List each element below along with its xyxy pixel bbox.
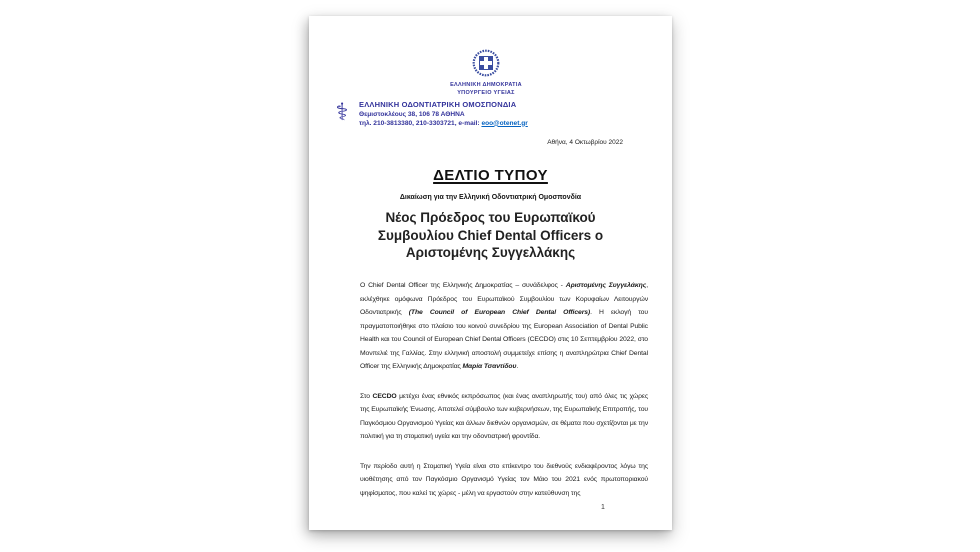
person-name-highlight: Μαρία Τσαντίδου [462, 363, 517, 370]
paragraph-segment: , εκλέχθηκε ομόφωνα Πρόεδρος του Ευρωπαϊκού Συμβουλίου των Κορυφαίων Λειτουργών Οδοντιατρικής [360, 282, 648, 316]
body-paragraph-3 [360, 460, 648, 501]
government-header [309, 49, 663, 97]
body-paragraph-1 [360, 279, 648, 374]
body-paragraph-2 [360, 390, 648, 444]
paragraph-segment: . [516, 363, 519, 370]
paragraph-segment: μετέχει ένας εθνικός εκπρόσωπος (και ένας αναπληρωτής του) από όλες τις χώρες της Ευρωπαϊκής Ένωσης. Αποτελεί σύμβουλο των κυβερνήσεων, της Ευρωπαϊκής Επιτροπής, του Παγκόσμιου Οργανισμού Υγείας και άλλων διεθνών οργανισμών, σε θέματα που σχετίζονται με την πολιτική για τη στοματική υγεία και την οδοντιατρική φροντίδα. [360, 392, 648, 440]
paragraph-segment: Ο Chief Dental Officer της Ελληνικής Δημοκρατίας – συνάδελφος - [360, 282, 566, 289]
document-page [309, 16, 672, 530]
headline-line-2: Συμβουλίου Chief Dental Officers ο [377, 227, 604, 243]
ministry-line-1: ΕΛΛΗΝΙΚΗ ΔΗΜΟΚΡΑΤΙΑ [450, 82, 522, 88]
paragraph-segment: Την περίοδο αυτή η Στοματική Υγεία είναι στο επίκεντρο του διεθνούς ενδιαφέροντος λόγω της υιοθέτησης από τον Παγκόσμιο Οργανισμό Υγείας τον Μάιο του 2021 ενός πρωτοποριακού ψηφίσματος, που καλεί τις χώρες - μέλη να εργαστούν στην κατεύθυνση της [360, 462, 648, 497]
headline [339, 209, 642, 262]
federation-name: ΕΛΛΗΝΙΚΗ ΟΔΟΝΤΙΑΤΡΙΚΗ ΟΜΟΣΠΟΝΔΙΑ [359, 100, 517, 109]
greek-republic-emblem-icon [472, 49, 500, 82]
press-release-title: ΔΕΛΤΙΟ ΤΥΠΟΥ [433, 167, 548, 184]
press-release-subtitle: Δικαίωση για την Ελληνική Οδοντιατρική Ομοσπονδία [399, 194, 582, 201]
federation-text-block [359, 98, 528, 128]
headline-line-1: Νέος Πρόεδρος του Ευρωπαϊκού [385, 210, 596, 225]
person-name-highlight: Αριστομένης Συγγελάκης [565, 282, 647, 289]
paragraph-segment: . Η εκλογή του πραγματοποιήθηκε στο πλαίσιο του κοινού συνεδρίου της European Association of Dental Public Health και του Council of European Chief Dental Officers (CECDO) στις 10 Σεπτεμβρίου 2022, στο Μονπελιέ της Γαλλίας. Στην ελληνική αποστολή συμμετείχε επίσης η αναπληρώτρια Chief Dental Officer της Ελληνικής Δημοκρατίας [360, 309, 648, 370]
acronym-highlight: CECDO [372, 392, 397, 400]
headline-line-3: Αριστομένης Συγγελλάκης [405, 245, 576, 260]
ministry-line-2: ΥΠΟΥΡΓΕΙΟ ΥΓΕΙΑΣ [457, 89, 515, 96]
council-name-highlight: (The Council of European Chief Dental Officers) [408, 309, 591, 316]
federation-letterhead [330, 98, 528, 128]
paragraph-segment: Στο [360, 392, 373, 400]
email-link[interactable]: eoo@otenet.gr [481, 119, 528, 127]
page-number: 1 [601, 504, 605, 511]
federation-contact [359, 119, 528, 128]
rod-of-asclepius-icon: ⚕ [335, 99, 349, 126]
federation-contact-prefix: τηλ. 210-3813380, 210-3303721, e-mail: [359, 119, 482, 127]
federation-address: Θεμιστοκλέους 38, 106 78 ΑΘΗΝΑ [359, 110, 465, 118]
dateline: Αθήνα, 4 Οκτωβρίου 2022 [547, 139, 623, 146]
body-text [360, 279, 648, 516]
